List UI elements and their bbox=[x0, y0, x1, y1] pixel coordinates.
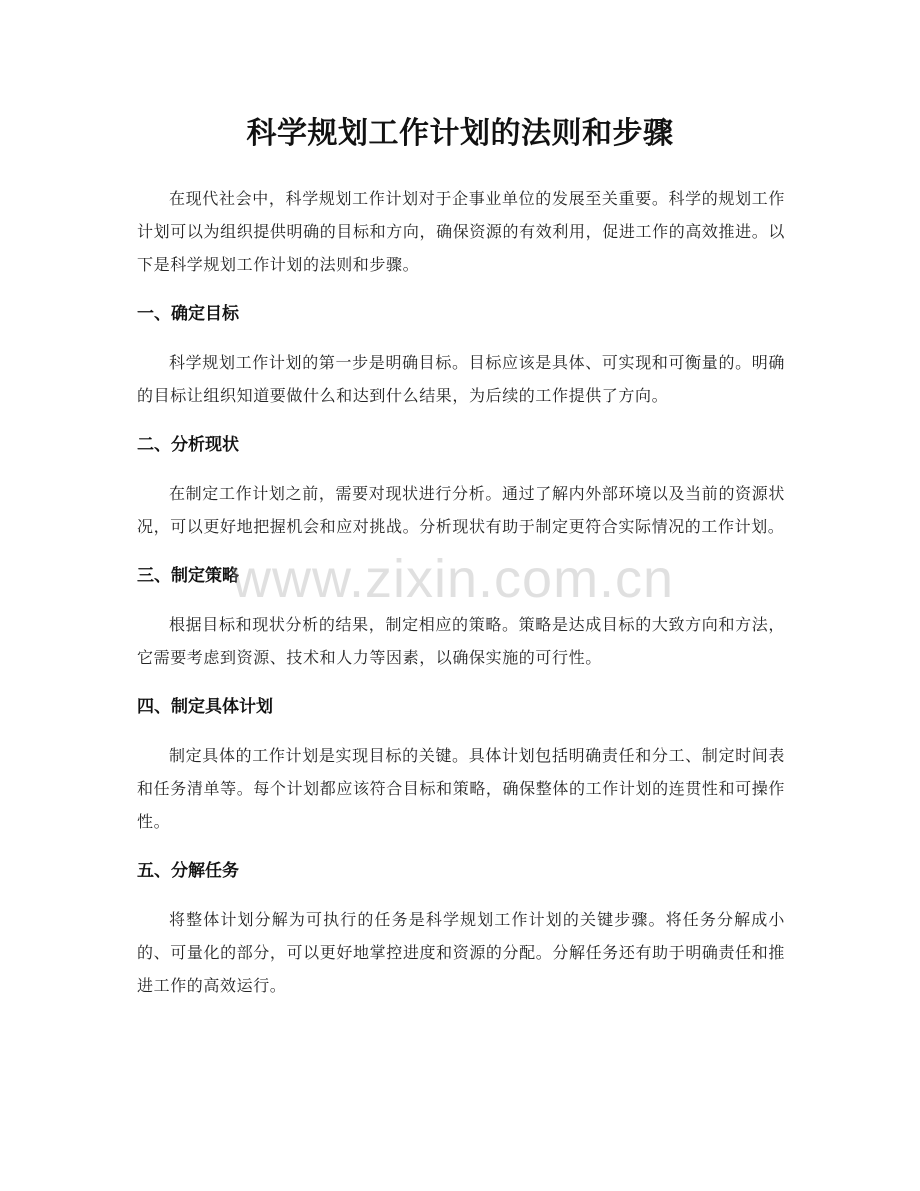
document-body bbox=[137, 182, 785, 1002]
section-paragraph: 在制定工作计划之前，需要对现状进行分析。通过了解内外部环境以及当前的资源状况，可以更好地把握机会和应对挑战。分析现状有助于制定更符合实际情况的工作计划。 bbox=[137, 484, 785, 536]
section-heading: 四、制定具体计划 bbox=[137, 697, 273, 717]
section-4 bbox=[137, 692, 785, 838]
section-heading: 二、分析现状 bbox=[137, 435, 239, 455]
intro-paragraph: 在现代社会中，科学规划工作计划对于企事业单位的发展至关重要。科学的规划工作计划可以为组织提供明确的目标和方向，确保资源的有效利用，促进工作的高效推进。以下是科学规划工作计划的法则和步骤。 bbox=[137, 189, 785, 274]
section-paragraph: 根据目标和现状分析的结果，制定相应的策略。策略是达成目标的大致方向和方法，它需要考虑到资源、技术和人力等因素，以确保实施的可行性。 bbox=[137, 615, 785, 667]
section-paragraph: 将整体计划分解为可执行的任务是科学规划工作计划的关键步骤。将任务分解成小的、可量化的部分，可以更好地掌控进度和资源的分配。分解任务还有助于明确责任和推进工作的高效运行。 bbox=[137, 910, 785, 995]
section-paragraph: 制定具体的工作计划是实现目标的关键。具体计划包括明确责任和分工、制定时间表和任务清单等。每个计划都应该符合目标和策略，确保整体的工作计划的连贯性和可操作性。 bbox=[137, 746, 785, 831]
section-heading: 一、确定目标 bbox=[137, 304, 239, 324]
section-2 bbox=[137, 430, 785, 543]
section-heading: 五、分解任务 bbox=[137, 861, 239, 881]
section-5 bbox=[137, 856, 785, 1002]
section-heading: 三、制定策略 bbox=[137, 566, 239, 586]
section-1 bbox=[137, 299, 785, 412]
section-3 bbox=[137, 561, 785, 674]
document-title: 科学规划工作计划的法则和步骤 bbox=[246, 116, 674, 151]
watermark-text: www.zixin.com.cn bbox=[232, 549, 675, 609]
section-paragraph: 科学规划工作计划的第一步是明确目标。目标应该是具体、可实现和可衡量的。明确的目标让组织知道要做什么和达到什么结果，为后续的工作提供了方向。 bbox=[137, 353, 785, 405]
